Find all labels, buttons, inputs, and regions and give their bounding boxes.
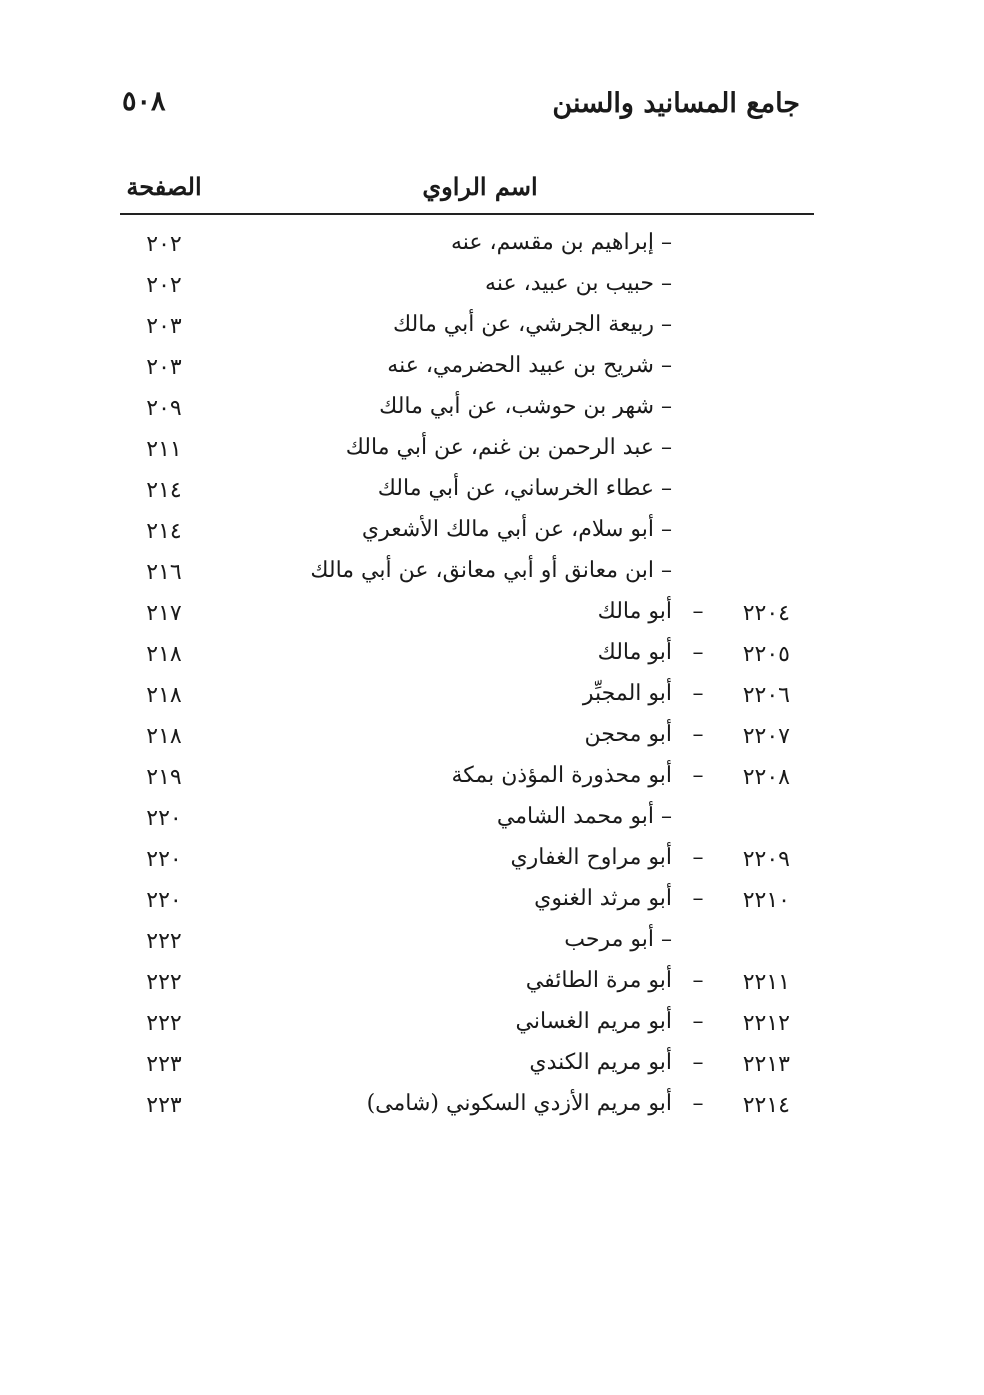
narrator-name: أبو مرثد الغنوي	[534, 886, 672, 911]
index-row	[0, 798, 984, 839]
page-ref: ٢١٧	[146, 601, 182, 626]
sub-narrator-name: – عطاء الخرساني، عن أبي مالك	[378, 476, 672, 501]
entry-number: ٢٢٠٦	[742, 683, 790, 708]
narrator-name: أبو مالك	[597, 640, 672, 665]
index-row	[0, 1085, 984, 1126]
narrator-name: أبو المجبِّر	[582, 681, 672, 706]
sub-narrator-name: – حبيب بن عبيد، عنه	[485, 271, 672, 296]
page-ref: ٢٢٢	[146, 1011, 182, 1036]
narrator-name: أبو مرة الطائفي	[525, 968, 672, 993]
page-ref: ٢١٩	[146, 765, 182, 790]
sub-narrator-name: – شهر بن حوشب، عن أبي مالك	[379, 394, 672, 419]
page-ref: ٢٢٠	[146, 888, 182, 913]
sub-narrator-name: – أبو مرحب	[564, 927, 672, 952]
entry-dash: –	[692, 1009, 704, 1034]
index-row	[0, 921, 984, 962]
header-rule	[120, 213, 814, 215]
narrator-name: أبو مالك	[597, 599, 672, 624]
narrator-name: أبو مريم الغساني	[515, 1009, 672, 1034]
entry-number: ٢٢١٢	[742, 1011, 790, 1036]
entry-dash: –	[692, 1091, 704, 1116]
entry-number: ٢٢١٣	[742, 1052, 790, 1077]
page-ref: ٢١٨	[146, 724, 182, 749]
page-ref: ٢١٨	[146, 683, 182, 708]
index-row	[0, 306, 984, 347]
index-row	[0, 593, 984, 634]
sub-narrator-name: – ابن معانق أو أبي معانق، عن أبي مالك	[310, 558, 672, 583]
entry-dash: –	[692, 886, 704, 911]
index-row	[0, 429, 984, 470]
sub-narrator-name: – أبو محمد الشامي	[497, 804, 672, 829]
page-ref: ٢١٦	[146, 560, 182, 585]
page-number: ٥٠٨	[122, 86, 166, 117]
sub-narrator-name: – عبد الرحمن بن غنم، عن أبي مالك	[346, 435, 672, 460]
index-row	[0, 388, 984, 429]
page-ref: ٢٠٣	[146, 355, 182, 380]
index-row	[0, 511, 984, 552]
index-row	[0, 1003, 984, 1044]
entry-dash: –	[692, 763, 704, 788]
page-ref: ٢٢٠	[146, 847, 182, 872]
index-row	[0, 1044, 984, 1085]
sub-narrator-name: – شريح بن عبيد الحضرمي، عنه	[387, 353, 672, 378]
index-row	[0, 265, 984, 306]
entry-dash: –	[692, 681, 704, 706]
index-row	[0, 675, 984, 716]
page-ref: ٢١١	[146, 437, 182, 462]
index-row	[0, 839, 984, 880]
entry-dash: –	[692, 968, 704, 993]
entry-number: ٢٢٠٤	[742, 601, 790, 626]
index-row	[0, 224, 984, 265]
index-table	[0, 224, 984, 1126]
narrator-name: أبو محذورة المؤذن بمكة	[451, 763, 672, 788]
column-header-page: الصفحة	[126, 172, 202, 201]
entry-number: ٢٢١٤	[742, 1093, 790, 1118]
index-row	[0, 347, 984, 388]
page-ref: ٢٠٣	[146, 314, 182, 339]
entry-dash: –	[692, 1050, 704, 1075]
entry-dash: –	[692, 845, 704, 870]
entry-number: ٢٢٠٥	[742, 642, 790, 667]
sub-narrator-name: – إبراهيم بن مقسم، عنه	[451, 230, 672, 255]
page-ref: ٢٠٢	[146, 232, 182, 257]
entry-number: ٢٢١٠	[742, 888, 790, 913]
column-header-name: اسم الراوي	[422, 172, 538, 201]
index-row	[0, 716, 984, 757]
sub-narrator-name: – ربيعة الجرشي، عن أبي مالك	[393, 312, 672, 337]
index-row	[0, 552, 984, 593]
narrator-name: أبو محجن	[584, 722, 672, 747]
sub-narrator-name: – أبو سلام، عن أبي مالك الأشعري	[362, 517, 672, 542]
entry-number: ٢٢٠٧	[742, 724, 790, 749]
index-row	[0, 880, 984, 921]
page-ref: ٢٠٩	[146, 396, 182, 421]
page-ref: ٢١٤	[146, 519, 182, 544]
page-ref: ٢٠٢	[146, 273, 182, 298]
page-ref: ٢٢٢	[146, 970, 182, 995]
page-ref: ٢١٤	[146, 478, 182, 503]
index-row	[0, 470, 984, 511]
entry-number: ٢٢١١	[742, 970, 790, 995]
page-ref: ٢٢٣	[146, 1052, 182, 1077]
entry-number: ٢٢٠٩	[742, 847, 790, 872]
entry-dash: –	[692, 599, 704, 624]
page-ref: ٢١٨	[146, 642, 182, 667]
narrator-name: أبو مراوح الغفاري	[510, 845, 672, 870]
index-row	[0, 634, 984, 675]
page-ref: ٢٢٣	[146, 1093, 182, 1118]
running-title: جامع المسانيد والسنن	[552, 88, 800, 119]
page-ref: ٢٢٠	[146, 806, 182, 831]
narrator-name: أبو مريم الكندي	[529, 1050, 672, 1075]
index-row	[0, 962, 984, 1003]
page-ref: ٢٢٢	[146, 929, 182, 954]
entry-dash: –	[692, 722, 704, 747]
index-row	[0, 757, 984, 798]
narrator-name: أبو مريم الأزدي السكوني (شامى)	[366, 1091, 672, 1116]
entry-dash: –	[692, 640, 704, 665]
entry-number: ٢٢٠٨	[742, 765, 790, 790]
